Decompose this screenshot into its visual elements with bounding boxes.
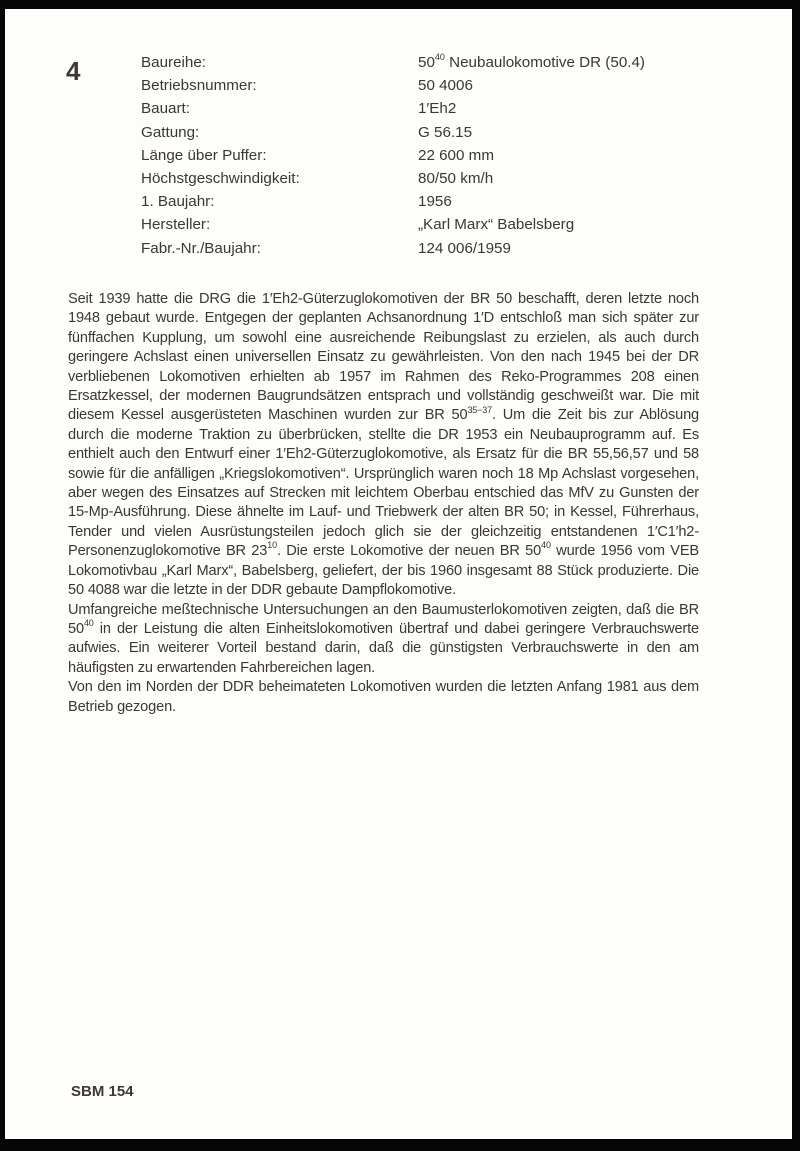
spec-label: 1. Baujahr: (141, 193, 215, 211)
spec-label: Fabr.-Nr./Baujahr: (141, 239, 261, 257)
spec-value-main: 50 (418, 54, 435, 71)
spec-value: G 56.15 (418, 123, 473, 141)
spec-label: Hersteller: (141, 216, 211, 234)
text-segment: . Die erste Lokomotive der neuen BR 50 (276, 543, 542, 560)
spec-value: 80/50 km/h (418, 169, 494, 187)
spec-label: Bauart: (141, 100, 190, 118)
spec-row-bauart (141, 97, 761, 120)
spec-row-hoechstgeschwindigkeit (141, 167, 761, 190)
spec-value (418, 51, 761, 74)
series-code: SBM 154 (71, 1083, 134, 1100)
spec-row-hersteller (141, 213, 761, 236)
description-text (68, 290, 699, 717)
spec-label: Baureihe: (141, 54, 207, 71)
superscript: 40 (541, 540, 551, 551)
spec-value: 22 600 mm (418, 146, 494, 164)
specifications-table (141, 51, 761, 260)
spec-label: Betriebsnummer: (141, 77, 257, 95)
spec-row-baujahr (141, 190, 761, 213)
spec-label: Höchstgeschwindigkeit: (141, 169, 300, 187)
paragraph-tests (68, 601, 699, 679)
paragraph-history (68, 290, 699, 601)
text-segment: . Um die Zeit bis zur Ablösung durch die moderne Traktion zu überbrücken, stellte die DR 1953 ein Neubauprogramm auf. Es enthielt auch den Entwurf einer 1′Eh2-Güterzuglokomotive, als Ersatz für die BR 55,56,57 und 58 sowie für die anfälligen „Kriegslokomotiven“. Ursprünglich waren noch 18 Mp Achslast vorgesehen, aber wegen des Einsatzes auf Strecken mit leichtem Oberbau entschied das MfV zu Gunsten der 15-Mp-Ausführung. Diese ähnelte im Lauf- und Triebwerk der alten BR 50; in Kessel, Führerhaus, Tender und vielen Ausrüstungsteilen jedoch glich sie der gleichzeitig entstandenen 1′C1′h2-Personenzuglokomotive BR 23 (68, 407, 700, 560)
superscript: 10 (267, 540, 277, 551)
spec-value: 50 4006 (418, 77, 473, 95)
card-number: 4 (66, 56, 81, 86)
spec-value: 124 006/1959 (418, 239, 511, 257)
spec-value: „Karl Marx“ Babelsberg (418, 216, 575, 234)
spec-value: 1′Eh2 (418, 100, 457, 118)
spec-label: Länge über Puffer: (141, 146, 267, 164)
superscript: 35−37 (467, 404, 492, 415)
paragraph-retirement: Von den im Norden der DDR beheimateten Lokomotiven wurden die letzten Anfang 1981 aus dem Betrieb gezogen. (68, 679, 699, 715)
text-segment: Seit 1939 hatte die DRG die 1′Eh2-Güterzuglokomotiven der BR 50 beschafft, deren letzte noch 1948 gebaut wurde. Entgegen der geplanten Achsanordnung 1′D entschloß man sich später zur fünffachen Kupplung, um sowohl eine ausreichende Reibungslast zu erzielen, als auch durch geringere Achslast einen universellen Einsatz zu gewährleisten. Von den nach 1945 bei der DR verbliebenen Lokomotiven erhielten ab 1957 im Rahmen des Reko-Programmes 208 einen Ersatzkessel, der modernen Baugrundsätzen entsprach und vollständig geschweißt war. Die mit diesem Kessel ausgerüsteten Maschinen wurden zur BR 50 (68, 291, 699, 424)
spec-value: 1956 (418, 193, 452, 211)
superscript: 40 (83, 618, 94, 629)
text-segment: wurde 1956 vom VEB Lokomotivbau „Karl Marx“, Babelsberg, geliefert, der bis 1960 insgesamt 88 Stück produzierte. Die 50 4088 war die letzte in der DDR gebaute Dampflokomotive. (68, 543, 700, 599)
text-segment: in der Leistung die alten Einheitslokomotiven übertraf und dabei geringere Verbrauchswerte aufwies. Ein weiterer Vorteil bestand darin, daß die günstigsten Verbrauchswerte in den am häufigsten zu erwartenden Fahrbereichen lagen. (68, 620, 699, 676)
spec-row-gattung (141, 121, 761, 144)
text-segment: Umfangreiche meßtechnische Untersuchungen an den Baumusterlokomotiven zeigten, daß die BR 50 (68, 601, 699, 637)
spec-row-betriebsnummer (141, 74, 761, 97)
collector-card (5, 9, 792, 1139)
spec-row-fabrnr (141, 237, 761, 260)
spec-row-baureihe (141, 51, 761, 74)
spec-value-rest: Neubaulokomotive DR (50.4) (444, 54, 645, 71)
spec-row-laenge (141, 144, 761, 167)
spec-label: Gattung: (141, 123, 200, 141)
spec-value-superscript: 40 (434, 51, 445, 62)
